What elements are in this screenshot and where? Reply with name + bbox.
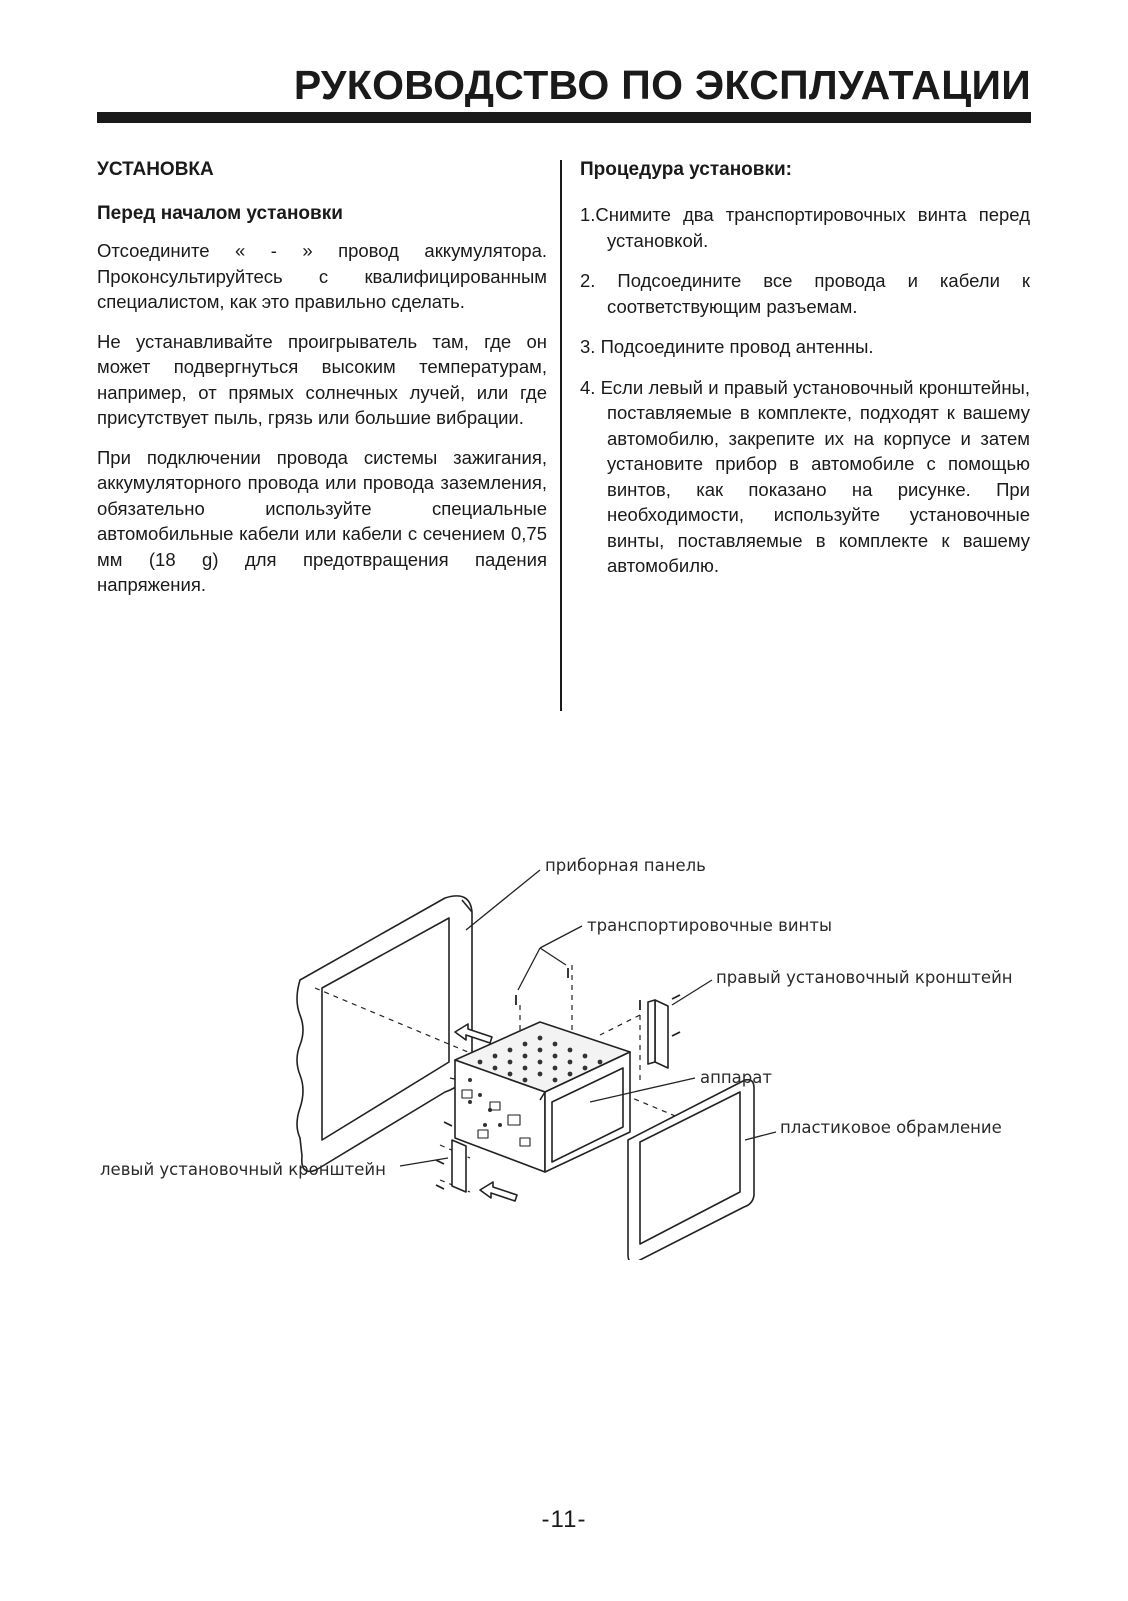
right-bracket-shape [648,1000,668,1068]
left-column [97,156,547,612]
column-divider [560,160,562,711]
step-4: 4. Если левый и правый установочный кронштейны, поставляемые в комплекте, подходят к вашему автомобилю, закрепите их на корпусе и затем установите прибор в автомобиле с помощью винтов, как показано на рисунке. При необходимости, используйте установочные винты, поставляемые в комплекте к вашему автомобилю. [580,376,1030,576]
paragraph-disconnect-battery: Отсоедините « - » провод аккумулятора. Проконсультируйтесь с квалифицированным специалистом, как это правильно сделать. [97,240,547,312]
dashboard-panel [297,896,472,1172]
page-title: РУКОВОДСТВО ПО ЭКСПЛУАТАЦИИ [293,62,1031,108]
insert-arrow-bottom [480,1182,517,1201]
paragraph-location-warning: Не устанавливайте проигрыватель там, где он может подвергнуться высоким температурам, например, от прямых солнечных лучей, или где присутствует пыль, грязь или большие вибрации. [97,330,547,428]
step-1: 1.Снимите два транспортировочных винта перед установкой. [580,204,1030,251]
label-trim-frame: пластиковое обрамление [780,1118,1002,1137]
installation-diagram [0,840,1128,1260]
label-dashboard: приборная панель [545,856,706,875]
left-bracket-shape [452,1140,466,1192]
subsection-title: Перед началом установки [97,203,343,224]
title-rule [97,112,1031,123]
right-column [580,156,1030,594]
trim-frame-shape [628,1080,754,1260]
step-2: 2. Подсоедините все провода и кабели к соответствующим разъемам. [580,270,1030,317]
unit-chassis [455,1022,630,1172]
label-unit: аппарат [700,1068,772,1087]
paragraph-cable-requirements: При подключении провода системы зажигания, аккумуляторного провода или провода заземления, обязательно используйте специальные автомобильные кабели или кабели с сечением 0,75 мм (18 g) для предотвращения падения напряжения. [97,446,547,595]
step-3: 3. Подсоедините провод антенны. [580,336,874,357]
label-right-bracket: правый установочный кронштейн [716,968,1013,987]
installation-drawing [0,840,1128,1260]
label-transport-screws: транспортировочные винты [587,916,832,935]
label-left-bracket: левый установочный кронштейн [100,1160,386,1179]
procedure-title: Процедура установки: [580,159,792,180]
page-number: -11- [541,1506,587,1533]
section-title: УСТАНОВКА [97,159,214,180]
